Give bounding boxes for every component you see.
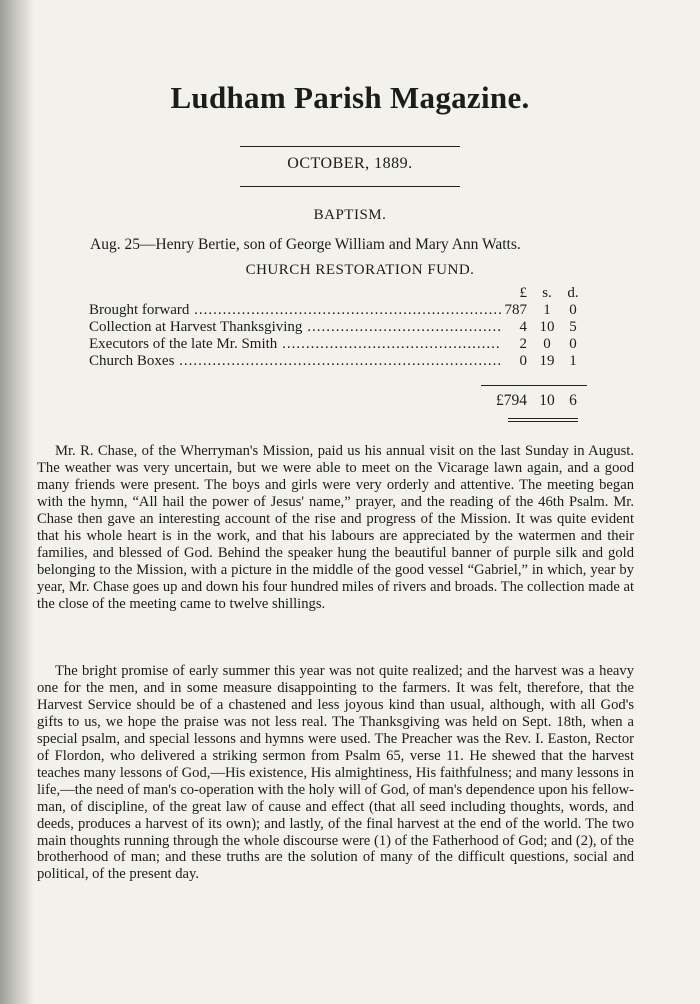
- issue-date: OCTOBER, 1889.: [287, 155, 413, 172]
- fund-row-pence: 1: [569, 353, 577, 369]
- fund-row-pence: 0: [569, 302, 577, 318]
- fund-row-label: Executors of the late Mr. Smith .....: [89, 336, 501, 353]
- fund-row: [89, 336, 589, 353]
- fund-row-shillings: 0: [543, 336, 551, 352]
- fund-row-label: Collection at Harvest Thanksgiving .....: [89, 319, 501, 336]
- fund-row-pence: 5: [569, 319, 577, 335]
- fund-row-pounds: 2: [519, 336, 527, 352]
- fund-row: [89, 319, 589, 336]
- fund-row-pence: 0: [569, 336, 577, 352]
- baptism-heading: BAPTISM.: [313, 207, 387, 223]
- article-paragraph-harvest: The bright promise of early summer this year was not quite realized; and the harvest was a heavy one for the men, and in some measure disappointing to the farmers. It was felt, therefore, that the Harvest Service should be of a chastened and less joyous kind than usual, although, with all God's gifts to us, we hope the praise was not less real. The Thanksgiving was held on Sept. 18th, when a special psalm, and special lessons and hymns were used. The Preacher was the Rev. I. Easton, Rector of Flordon, who delivered a striking sermon from Psalm 65, verse 11. He shewed that the harvest teaches many lessons of God,—His existence, His almightiness, His faithfulness; and many lessons in life,—the need of man's co-operation with the holy will of God, of man's dependence upon his fellow-man, of discipline, of the great law of cause and effect (that all seed including thoughts, words, and deeds, produces a harvest of its own); and lastly, of the final harvest at the end of the world. The two main thoughts running through the whole discourse were (1) of the Fatherhood of God; and (2), of the brotherhood of man; and these truths are the solution of many of the difficult questions, social and political, of the present day.: [37, 663, 634, 883]
- fund-heading: CHURCH RESTORATION FUND.: [245, 262, 475, 278]
- fund-row-pounds: 4: [519, 319, 527, 335]
- magazine-title: Ludham Parish Magazine.: [170, 80, 530, 115]
- fund-total-row: [89, 392, 589, 410]
- total-rule-top: [481, 385, 587, 386]
- fund-row: [89, 302, 589, 319]
- total-shillings: 10: [539, 392, 555, 409]
- total-pounds: £794: [496, 392, 527, 409]
- shillings-header: s.: [542, 285, 552, 301]
- fund-row-label: Church Boxes .....: [89, 353, 501, 370]
- pounds-header: £: [519, 285, 527, 301]
- total-rule-bottom-2: [508, 421, 578, 422]
- fund-row-shillings: 19: [539, 353, 555, 369]
- total-rule-bottom-1: [508, 418, 578, 419]
- total-pence: 6: [569, 392, 577, 409]
- pence-header: d.: [567, 285, 579, 301]
- fund-row: [89, 353, 589, 370]
- fund-row-shillings: 1: [543, 302, 551, 318]
- fund-row-pounds: 0: [519, 353, 527, 369]
- title-rule-bottom: [240, 186, 460, 187]
- fund-row-pounds: 787: [504, 302, 527, 318]
- fund-table: [89, 285, 589, 370]
- title-rule-top: [240, 146, 460, 147]
- fund-column-headers: [89, 285, 589, 302]
- article-paragraph-mission: Mr. R. Chase, of the Wherryman's Mission, paid us his annual visit on the last Sunday in August. The weather was very uncertain, but we were able to meet on the Vicarage lawn again, and a good many friends were present. The boys and girls were very orderly and attentive. The meeting began with the hymn, “All hail the power of Jesus' name,” prayer, and the reading of the 46th Psalm. Mr. Chase then gave an interesting account of the rise and progress of the Mission. It was quite evident that his whole heart is in the work, and that his labours are appreciated by the watermen and their families, and blessed of God. Behind the speaker hung the beautiful banner of purple silk and gold belonging to the Mission, with a picture in the middle of the good vessel “Gabriel,” in which, year by year, Mr. Chase goes up and down his four hundred miles of rivers and broads. The collection made at the close of the meeting came to twelve shillings.: [37, 443, 634, 612]
- fund-row-shillings: 10: [539, 319, 555, 335]
- fund-row-label: Brought forward .....: [89, 302, 501, 319]
- baptism-entry: Aug. 25—Henry Bertie, son of George William and Mary Ann Watts.: [90, 236, 521, 253]
